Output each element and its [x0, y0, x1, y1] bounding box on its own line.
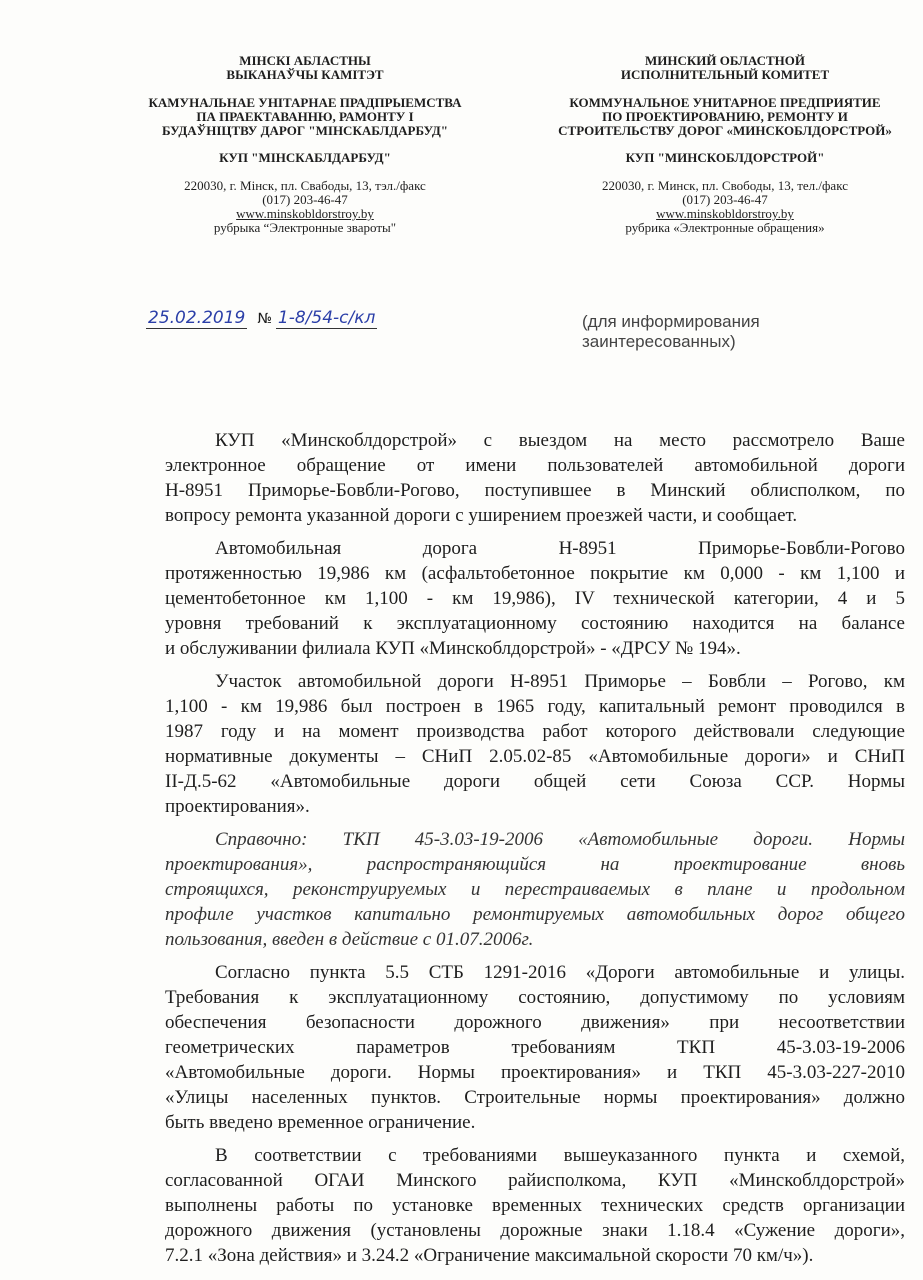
- text-line: II-Д.5-62 «Автомобильные дороги общей сети Союза ССР. Нормы: [165, 771, 905, 792]
- enterprise-line: ПО ПРОЕКТИРОВАНИЮ, РЕМОНТУ И: [602, 109, 848, 124]
- text-line: и обслуживании филиала КУП «Минскоблдорстрой» - «ДРСУ № 194».: [165, 638, 741, 659]
- enterprise-line: КОММУНАЛЬНОЕ УНИТАРНОЕ ПРЕДПРИЯТИЕ: [569, 95, 881, 110]
- rubric: рубрыка “Электронные звароты": [213, 220, 397, 235]
- addressee: [582, 312, 760, 352]
- enterprise-line: ПА ПРАЕКТАВАННЮ, РАМОНТУ І: [196, 109, 414, 124]
- reference-note-paragraph: [165, 827, 905, 952]
- addressee-line: (для информирования: [582, 312, 760, 331]
- address: 220030, г. Мінск, пл. Свабоды, 13, тэл./факс: [184, 178, 426, 193]
- text-line: быть введено временное ограничение.: [165, 1112, 476, 1133]
- text-line: строящихся, реконструируемых и перестраиваемых в плане и продольном: [165, 879, 905, 900]
- text-line: проектирования».: [165, 796, 310, 817]
- text-line: 1,100 - км 19,986 был построен в 1965 году, капитальный ремонт проводился в: [165, 696, 905, 717]
- text-line: выполнены работы по установке временных технических средств организации: [165, 1195, 905, 1216]
- phone: (017) 203-46-47: [262, 192, 348, 207]
- text-line: согласованной ОГАИ Минского райисполкома, КУП «Минскоблдорстрой»: [165, 1170, 905, 1191]
- enterprise-line: КАМУНАЛЬНАЕ УНІТАРНАЕ ПРАДПРЫЕМСТВА: [148, 95, 462, 110]
- text-line: пользования, введен в действие с 01.07.2006г.: [165, 929, 534, 950]
- text-line: электронное обращение от имени пользователей автомобильной дороги: [165, 455, 905, 476]
- enterprise-line: БУДАЎНІЦТВУ ДАРОГ "МІНСКАБЛДАРБУД": [161, 123, 449, 138]
- text-line: Согласно пункта 5.5 СТБ 1291-2016 «Дороги автомобильные и улицы.: [215, 962, 905, 983]
- text-line: В соответствии с требованиями вышеуказанного пункта и схемой,: [215, 1145, 905, 1166]
- short-name: КУП "МИНСКОБЛДОРСТРОЙ": [625, 150, 825, 165]
- phone: (017) 203-46-47: [682, 192, 768, 207]
- text-line: Справочно: ТКП 45-3.03-19-2006 «Автомобильные дороги. Нормы: [215, 829, 905, 850]
- text-line: 7.2.1 «Зона действия» и 3.24.2 «Ограничение максимальной скорости 70 км/ч»).: [165, 1245, 814, 1266]
- number-sign: №: [257, 311, 272, 327]
- letterhead-russian: [525, 54, 923, 235]
- addressee-line: заинтересованных): [582, 332, 736, 351]
- authority-line: МІНСКІ АБЛАСТНЫ: [239, 53, 371, 68]
- body-paragraph: [165, 960, 905, 1135]
- text-line: обеспечения безопасности дорожного движения» при несоответствии: [165, 1012, 905, 1033]
- letter-body: [165, 428, 905, 1276]
- text-line: Н-8951 Приморье-Бовбли-Рогово, поступившее в Минский облисполком, по: [165, 480, 905, 501]
- handwritten-number: 1-8/54-с/кл: [277, 308, 376, 328]
- text-line: проектирования», распространяющийся на проектирование вновь: [165, 854, 905, 875]
- text-line: Участок автомобильной дороги Н-8951 Приморье – Бовбли – Рогово, км: [215, 671, 905, 692]
- handwritten-date: 25.02.2019: [148, 308, 246, 328]
- body-paragraph: [165, 428, 905, 528]
- body-paragraph: [165, 1143, 905, 1268]
- registration-line: [146, 308, 377, 329]
- text-line: геометрических параметров требованиям ТКП 45-3.03-19-2006: [165, 1037, 905, 1058]
- text-line: КУП «Минскоблдорстрой» с выездом на место рассмотрело Ваше: [215, 430, 905, 451]
- text-line: профиле участков капитально ремонтируемых автомобильных дорог общего: [165, 904, 905, 925]
- authority-line: ИСПОЛНИТЕЛЬНЫЙ КОМИТЕТ: [620, 67, 830, 82]
- text-line: протяженностью 19,986 км (асфальтобетонное покрытие км 0,000 - км 1,100 и: [165, 563, 905, 584]
- letterhead-belarusian: [105, 54, 505, 235]
- body-paragraph: [165, 536, 905, 661]
- text-line: «Улицы населенных пунктов. Строительные нормы проектирования» должно: [165, 1087, 905, 1108]
- text-line: цементобетонное км 1,100 - км 19,986), IV технической категории, 4 и 5: [165, 588, 905, 609]
- text-line: «Автомобильные дороги. Нормы проектирования» и ТКП 45-3.03-227-2010: [165, 1062, 905, 1083]
- short-name: КУП "МІНСКАБЛДАРБУД": [219, 150, 391, 165]
- rubric: рубрика «Электронные обращения»: [625, 220, 825, 235]
- text-line: Автомобильная дорога Н-8951 Приморье-Бовбли-Рогово: [215, 538, 905, 559]
- enterprise-line: СТРОИТЕЛЬСТВУ ДОРОГ «МИНСКОБЛДОРСТРОЙ»: [558, 123, 892, 138]
- text-line: дорожного движения (установлены дорожные знаки 1.18.4 «Сужение дороги»,: [165, 1220, 905, 1241]
- website-link[interactable]: www.minskobldorstroy.by: [656, 206, 794, 221]
- authority-line: МИНСКИЙ ОБЛАСТНОЙ: [645, 53, 805, 68]
- text-line: вопросу ремонта указанной дороги с уширением проезжей части, и сообщает.: [165, 505, 798, 526]
- website-link[interactable]: www.minskobldorstroy.by: [236, 206, 374, 221]
- text-line: 1987 году и на момент производства работ которого действовали следующие: [165, 721, 905, 742]
- body-paragraph: [165, 669, 905, 819]
- text-line: Требования к эксплуатационному состоянию, допустимому по условиям: [165, 987, 905, 1008]
- authority-line: ВЫКАНАЎЧЫ КАМІТЭТ: [226, 67, 384, 82]
- text-line: уровня требований к эксплуатационному состоянию находится на балансе: [165, 613, 905, 634]
- text-line: нормативные документы – СНиП 2.05.02-85 «Автомобильные дороги» и СНиП: [165, 746, 905, 767]
- address: 220030, г. Минск, пл. Свободы, 13, тел./факс: [602, 178, 848, 193]
